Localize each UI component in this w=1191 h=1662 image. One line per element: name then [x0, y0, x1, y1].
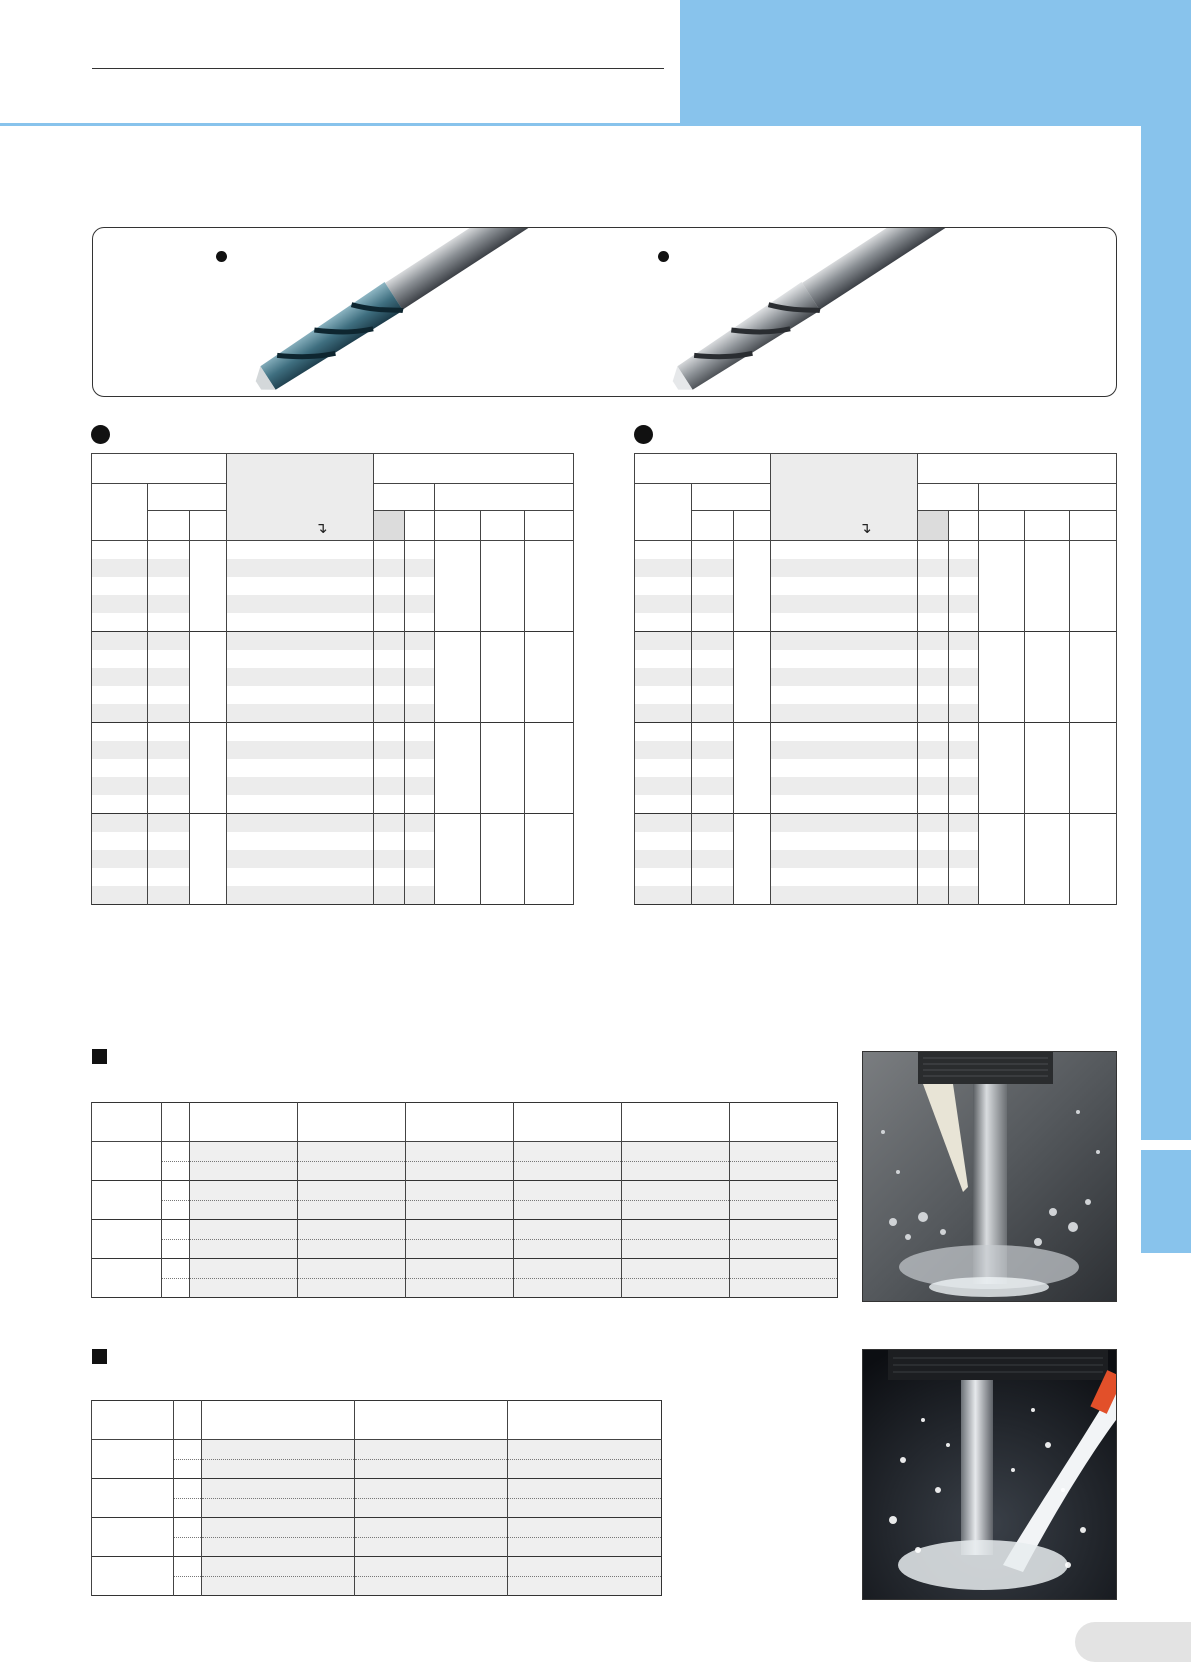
table-row: [92, 1201, 838, 1220]
header-cell: [525, 511, 574, 541]
spec-table-left-bullet-icon: [91, 425, 110, 444]
table-row: [635, 723, 1117, 742]
header-cell: [481, 511, 525, 541]
table-row: [92, 1460, 662, 1479]
table-row: [92, 1479, 662, 1499]
thrust-arrow-icon: ↴: [315, 520, 328, 537]
cutting-table-2: [91, 1400, 662, 1596]
header-cell: [918, 454, 1117, 484]
header-cell: [692, 511, 734, 541]
header-cell: [635, 484, 692, 541]
table-row: [92, 723, 574, 742]
table-row: [92, 632, 574, 651]
table-row: [92, 1142, 838, 1162]
table-row: [92, 1577, 662, 1596]
table-row: [635, 541, 1117, 560]
spec-table-left: [91, 453, 574, 905]
drilling-photo-coolant: [862, 1349, 1117, 1600]
header-cell: [979, 511, 1025, 541]
drill-bit-image-right: [93, 228, 1116, 396]
table-row: [92, 1162, 838, 1181]
header-cell: [1070, 511, 1117, 541]
section-marker-icon: [92, 1349, 107, 1364]
table-row: [92, 1557, 662, 1577]
table-row: [92, 1181, 838, 1201]
table-header-row: [92, 1401, 662, 1440]
table-row: [92, 541, 574, 560]
header-cell: [979, 484, 1117, 511]
header-cell: [734, 511, 771, 541]
table-row: [92, 1279, 838, 1298]
drilling-photo-chips: [862, 1051, 1117, 1302]
side-index-tab: [1141, 1150, 1191, 1253]
table-row: [635, 814, 1117, 833]
title-rule: [92, 68, 664, 69]
table-row: [92, 814, 574, 833]
thrust-arrow-icon: ↴: [859, 520, 872, 537]
page-number-tab: [1075, 1622, 1191, 1662]
section-marker-icon: [92, 1049, 107, 1064]
header-cell: [918, 484, 979, 511]
product-photo-panel: [92, 227, 1117, 397]
header-cell: [92, 454, 227, 484]
header-cell: [1025, 511, 1070, 541]
table-row: [635, 632, 1117, 651]
header-accent-band: [680, 0, 1191, 125]
header-cell: [148, 484, 227, 511]
table-row: [92, 1259, 838, 1279]
table-row: [92, 1499, 662, 1518]
spec-table-right: [634, 453, 1117, 905]
header-underline: [0, 123, 1191, 126]
header-cell-shaded: [374, 511, 405, 541]
table-row: [92, 1538, 662, 1557]
header-cell-shaded: [771, 454, 918, 541]
table-row: [92, 1240, 838, 1259]
spec-table-right-bullet-icon: [634, 425, 653, 444]
header-cell: [190, 511, 227, 541]
header-cell: [374, 454, 574, 484]
header-cell: [374, 484, 435, 511]
header-cell: [435, 511, 481, 541]
cutting-table-1: [91, 1102, 838, 1298]
header-cell: [635, 454, 771, 484]
header-cell: [148, 511, 190, 541]
header-cell: [692, 484, 771, 511]
side-accent-band: [1141, 125, 1191, 1140]
header-cell: [92, 484, 148, 541]
table-row: [92, 1518, 662, 1538]
header-cell-shaded: [227, 454, 374, 541]
header-cell: [949, 511, 979, 541]
header-cell-shaded: [918, 511, 949, 541]
table-row: [92, 1440, 662, 1460]
header-cell: [405, 511, 435, 541]
header-cell: [435, 484, 574, 511]
table-row: [92, 1220, 838, 1240]
table-header-row: [92, 1103, 838, 1142]
